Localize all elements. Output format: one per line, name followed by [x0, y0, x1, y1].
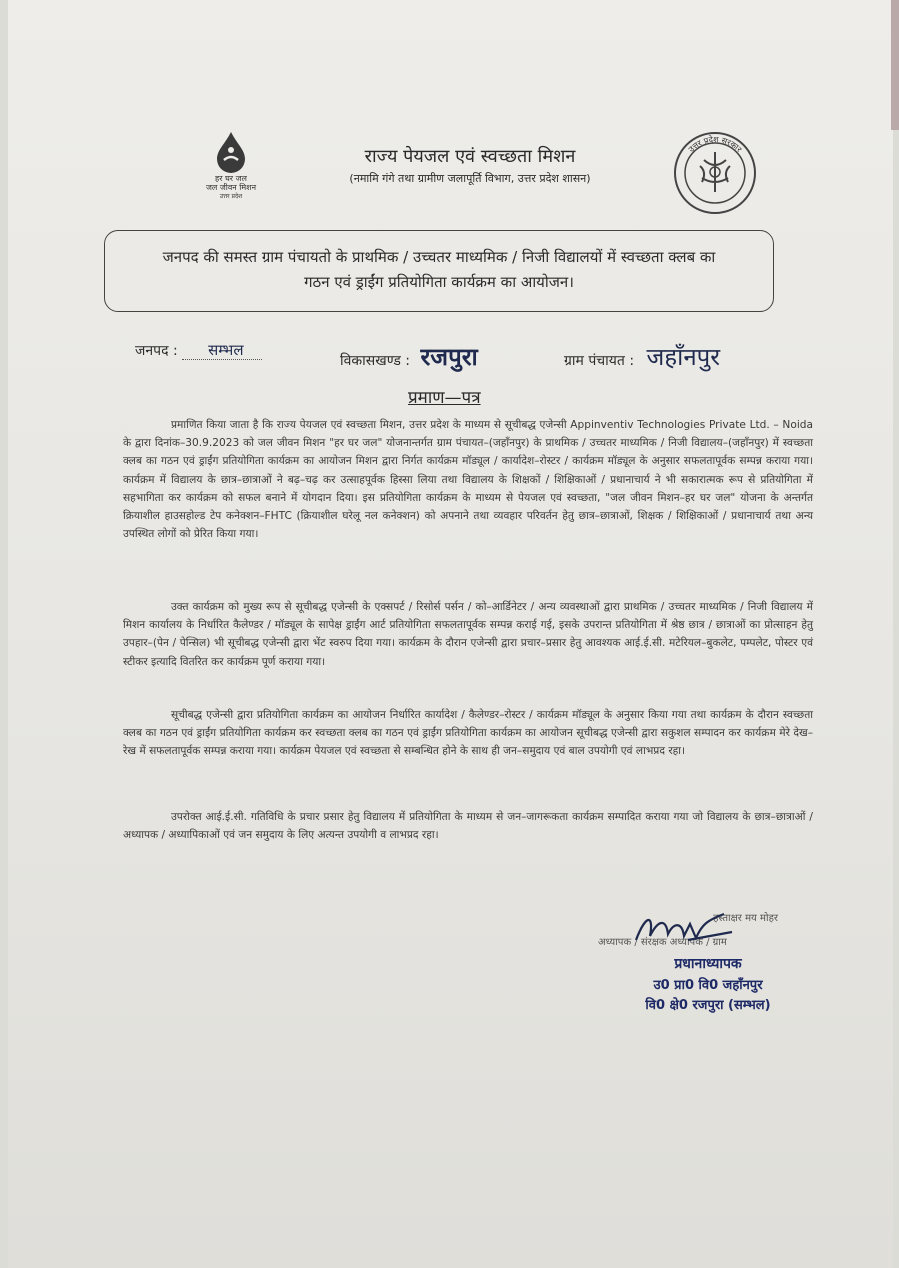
water-drop-icon [211, 130, 251, 174]
paragraph-4 [123, 808, 813, 844]
district-value: सम्भल [182, 341, 261, 360]
svg-text:उत्तर प्रदेश सरकार: उत्तर प्रदेश सरकार [686, 134, 744, 154]
paragraph-3-text: सूचीबद्ध एजेन्सी द्वारा प्रतियोगिता कार्यक्रम का आयोजन निर्धारित कार्यादेश / कैलेण्डर–रोस्टर / कार्यक्रम मॉड्यूल के अनुसार किया गया तथा कार्यक्रम के दौरान स्वच्छता क्लब का गठन एवं ड्राईंग प्रतियोगिता कार्यक्रम कर स्वच्छता क्लब का गठन एवं ड्राईंग प्रतियोगिता कार्यक्रम का आयोजन सूचीबद्ध एजेन्सी द्वारा सकुशल सम्पादन कर कार्यक्रम मेरे देख–रेख में सफलतापूर्वक सम्पन्न कराया गया। कार्यक्रम पेयजल एवं स्वच्छता से सम्बन्धित होने के साथ ही जन–समुदाय एवं बाल उपयोगी एवं लाभप्रद रहा। [123, 709, 813, 758]
block-value: रजपुरा [420, 343, 478, 371]
header [300, 144, 640, 186]
panchayat-field [564, 340, 720, 373]
subject-line-2: गठन एवं ड्राईंग प्रतियोगिता कार्यक्रम का आयोजन। [304, 273, 574, 291]
panchayat-value: जहाँनपुर [646, 343, 721, 371]
signature-caption-1: हस्ताक्षर मय मोहर [713, 913, 778, 924]
paragraph-1 [123, 416, 813, 543]
logo-line-1: हर घर जल [215, 174, 247, 183]
paragraph-1-text: प्रमाणित किया जाता है कि राज्य पेयजल एवं स्वच्छता मिशन, उत्तर प्रदेश के माध्यम से सूचीबद्ध एजेन्सी Appinventiv Technologies Private Ltd. – Noida के द्वारा दिनांक–30.9.2023 को जल जीवन मिशन "हर घर जल" योजनान्तर्गत ग्राम पंचायत–(जहाँनपुर) के प्राथमिक / उच्चतर माध्यमिक / निजी विद्यालय–(जहाँनपुर) में स्वच्छता क्लब का गठन एवं ड्राईंग प्रतियोगिता कार्यक्रम का आयोजन मिशन द्वारा निर्गत कार्यक्रम मॉड्यूल / कार्यादेश–रोस्टर / कार्यक्रम मॉड्यूल के अनुसार सफलतापूर्वक सम्पन्न कराया गया। कार्यक्रम में विद्यालय के छात्र–छात्राओं ने बढ़–चढ़ कर उत्साहपूर्वक हिस्सा लिया तथा विद्यालय के शिक्षकों / शिक्षिकाओं / प्रधानाचार्य ने भी सकारात्मक रूप से प्रतियोगिता में सहभागिता कर कार्यक्रम को सफल बनाने में योगदान दिया। इस प्रतियोगिता कार्यक्रम के माध्यम से पेयजल एवं स्वच्छता, "जल जीवन मिशन–हर घर जल" योजना के अन्तर्गत क्रियाशील हाउसहोल्ड टेप कनेक्शन–FHTC (क्रियाशील घरेलू नल कनेक्शन) को अपनाने तथा व्यवहार परिवर्तन हेतु छात्र–छात्राओं, शिक्षक / शिक्षिकाओं / प्रधानाचार्य तथा अन्य उपस्थित लोगों को प्रेरित किया गया। [123, 419, 813, 541]
panchayat-label: ग्राम पंचायत : [564, 353, 635, 369]
district-label: जनपद : [135, 343, 178, 359]
subject-line-1: जनपद की समस्त ग्राम पंचायतो के प्राथमिक / उच्चतर माध्यमिक / निजी विद्यालयों में स्वच्छता क्लब का [162, 248, 716, 266]
stamp-line-3: वि0 क्षे0 रजपुरा (सम्भल) [645, 998, 771, 1013]
block-label: विकासखण्ड : [340, 353, 411, 369]
signature-block [598, 910, 818, 1013]
mission-subtitle: (नमामि गंगे तथा ग्रामीण जलापूर्ति विभाग, उत्तर प्रदेश शासन) [349, 172, 591, 185]
handwritten-signature-icon [628, 910, 748, 950]
paragraph-2 [123, 598, 813, 671]
paragraph-2-text: उक्त कार्यक्रम को मुख्य रूप से सूचीबद्ध एजेन्सी के एक्सपर्ट / रिसोर्स पर्सन / को–आर्डिनेटर / अन्य व्यवस्थाओं द्वारा प्राथमिक / उच्चतर माध्यमिक / निजी विद्यालय में मिशन कार्यालय के निर्धारित कैलेण्डर / मॉड्यूल के सापेक्ष ड्राईंग आर्ट प्रतियोगिता सफलतापूर्वक सम्पन्न कराई गई, इसके उपरान्त प्रतियोगिता में श्रेष्ठ छात्र / छात्राओं का प्रोत्साहन हेतु उपहार–(पेन / पेन्सिल) भी सूचीबद्ध एजेन्सी द्वारा भेंट स्वरुप दिया गया। कार्यक्रम के दौरान एजेन्सी द्वारा प्रचार–प्रसार हेतु आवश्यक आई.ई.सी. मटेरियल–बुकलेट, पम्पलेट, पोस्टर एवं स्टीकर इत्यादि वितरित कर कार्यक्रम पूर्ण कराया गया। [123, 601, 813, 668]
jal-jeevan-mission-logo [196, 130, 266, 201]
block-field [340, 340, 478, 373]
district-field [135, 340, 262, 360]
paper-edge [891, 0, 899, 130]
paragraph-4-text: उपरोक्त आई.ई.सी. गतिविधि के प्रचार प्रसार हेतु विद्यालय में प्रतियोगिता के माध्यम से जन–जागरूकता कार्यक्रम सम्पादित कराया गया जो विद्यालय के छात्र–छात्राओं / अध्यापक / अध्यापिकाओं एवं जन समुदाय के लिए अत्यन्त उपयोगी व लाभप्रद रहा। [123, 811, 813, 842]
mission-title: राज्य पेयजल एवं स्वच्छता मिशन [364, 146, 576, 167]
logo-line-3: उत्तर प्रदेश [219, 193, 243, 200]
logo-line-2: जल जीवन मिशन [205, 183, 257, 192]
certificate-title: प्रमाण—पत्र [408, 388, 481, 408]
stamp-line-1: प्रधानाध्यापक [674, 956, 742, 972]
paragraph-3 [123, 706, 813, 761]
up-government-seal-icon [672, 130, 758, 220]
stamp-line-2: उ0 प्रा0 वि0 जहाँनपुर [653, 978, 763, 993]
subject-title-box [104, 230, 774, 312]
signature-caption-2: अध्यापक / संरक्षक अध्यापक / ग्राम [598, 937, 727, 948]
